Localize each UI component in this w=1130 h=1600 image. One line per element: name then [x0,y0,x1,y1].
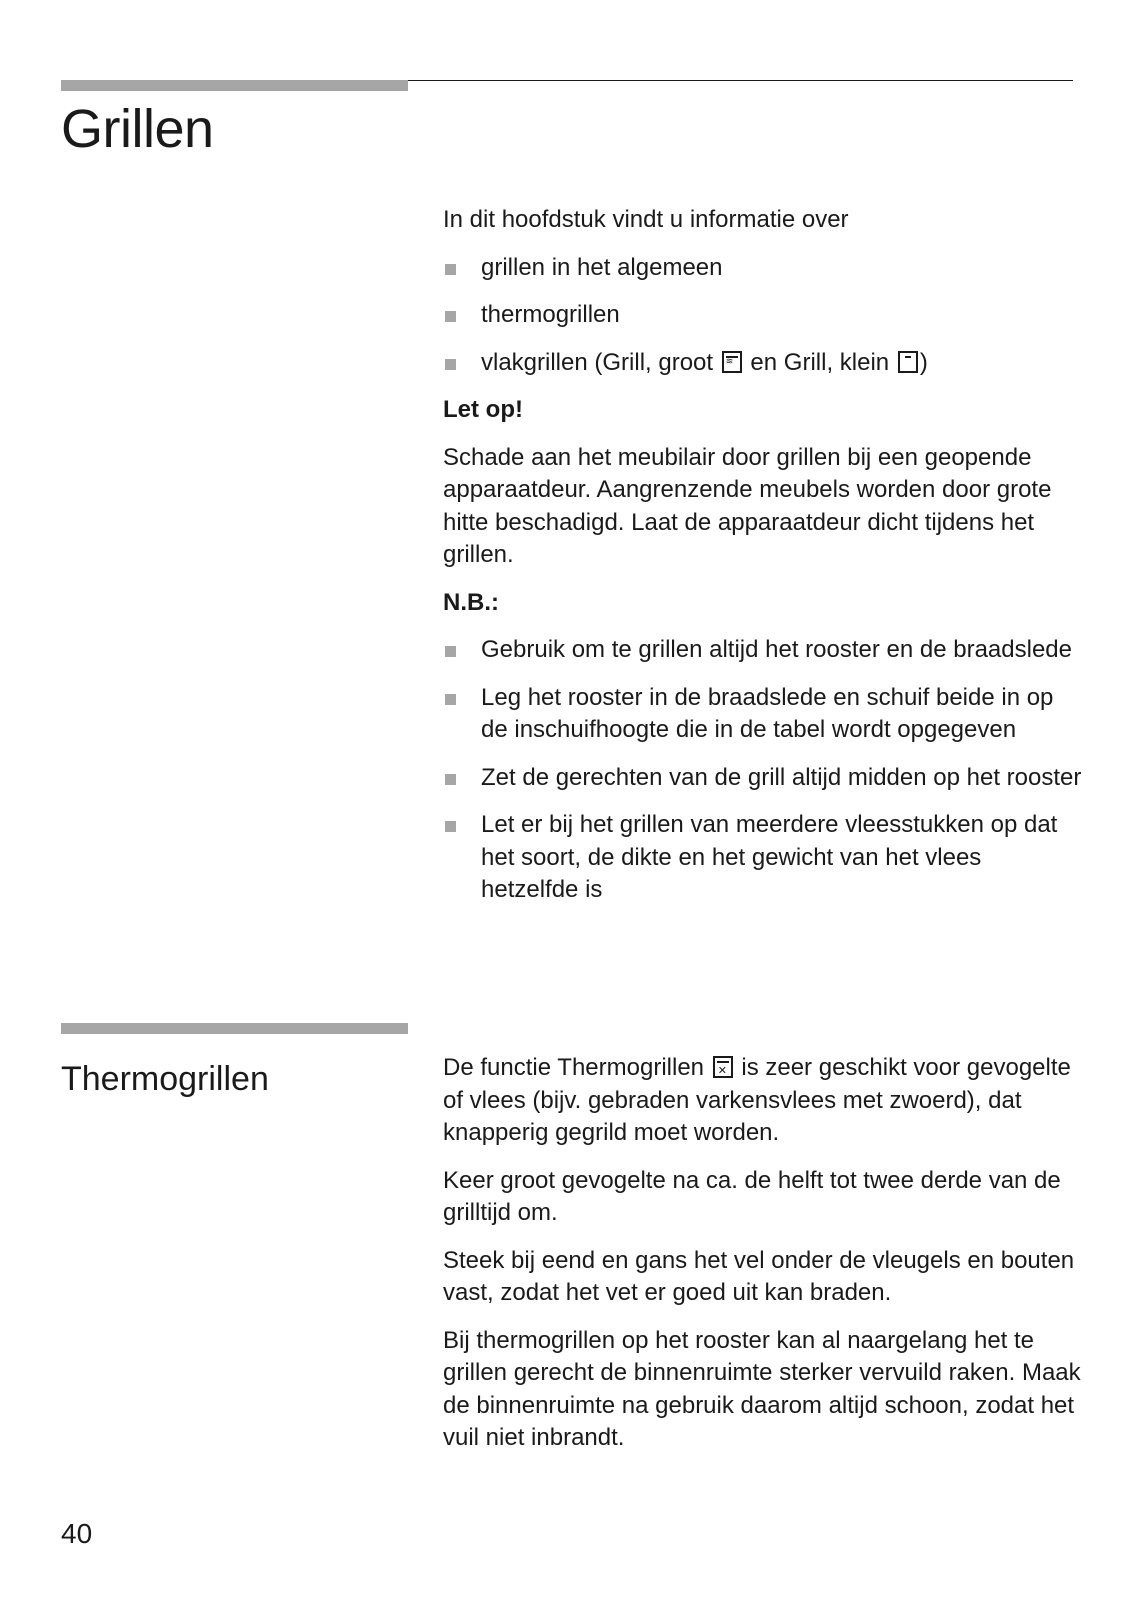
bullet-icon [445,646,456,657]
paragraph: Bij thermogrillen op het rooster kan al naargelang het te grillen gerecht de binnenruimte sterker vervuild raken. Maak de binnenruimte na gebruik daarom altijd schoon, zodat het vuil niet inbrandt. [443,1326,1081,1451]
bullet-icon [445,694,456,705]
paragraph: Steek bij eend en gans het vel onder de vleugels en bouten vast, zodat het vet er goed uit kan braden. [443,1246,1075,1306]
list-item: vlakgrillen (Grill, groot ≋ en Grill, klein ) [443,347,1083,380]
bullet-icon [445,821,456,832]
list-item: Gebruik om te grillen altijd het rooster en de braadslede [443,634,1083,667]
list-item: grillen in het algemeen [443,252,1083,285]
section-body-thermogrillen [443,1052,1083,1470]
caution-heading: Let op! [443,396,523,423]
grill-small-icon [898,351,918,373]
section-rule-grillen [61,80,408,91]
page-number: 40 [61,1518,93,1549]
intro-text: In dit hoofdstuk vindt u informatie over [443,206,849,233]
note-heading: N.B.: [443,588,499,616]
bullet-icon [445,311,456,322]
bullet-icon [445,264,456,275]
topic-list [443,252,1083,380]
section-title-grillen: Grillen [61,99,214,159]
bullet-icon [445,359,456,370]
note-list [443,634,1083,907]
section-body-grillen [443,204,1083,922]
list-item: Zet de gerechten van de grill altijd midden op het rooster [443,762,1083,795]
caution-text: Schade aan het meubilair door grillen bij een geopende apparaatdeur. Aangrenzende meubels worden door grote hitte beschadigd. Laat de apparaatdeur dicht tijdens het grillen. [443,443,1052,568]
list-item: thermogrillen [443,299,1083,332]
section-title-thermogrillen: Thermogrillen [61,1060,269,1098]
thermogrill-icon: ✕ [713,1056,733,1078]
paragraph: Keer groot gevogelte na ca. de helft tot twee derde van de grilltijd om. [443,1166,1061,1226]
grill-large-icon: ≋ [722,351,742,373]
list-item: Let er bij het grillen van meerdere vleesstukken op dat het soort, de dikte en het gewicht van het vlees hetzelfde is [443,809,1083,907]
section-rule-thermogrillen [61,1023,408,1034]
bullet-icon [445,774,456,785]
header-line [408,80,1073,81]
paragraph: De functie Thermogrillen ✕ is zeer geschikt voor gevogelte of vlees (bijv. gebraden varkensvlees met zwoerd), dat knapperig gegrild moet worden. [443,1054,1071,1146]
list-item: Leg het rooster in de braadslede en schuif beide in op de inschuifhoogte die in de tabel wordt opgegeven [443,682,1083,747]
